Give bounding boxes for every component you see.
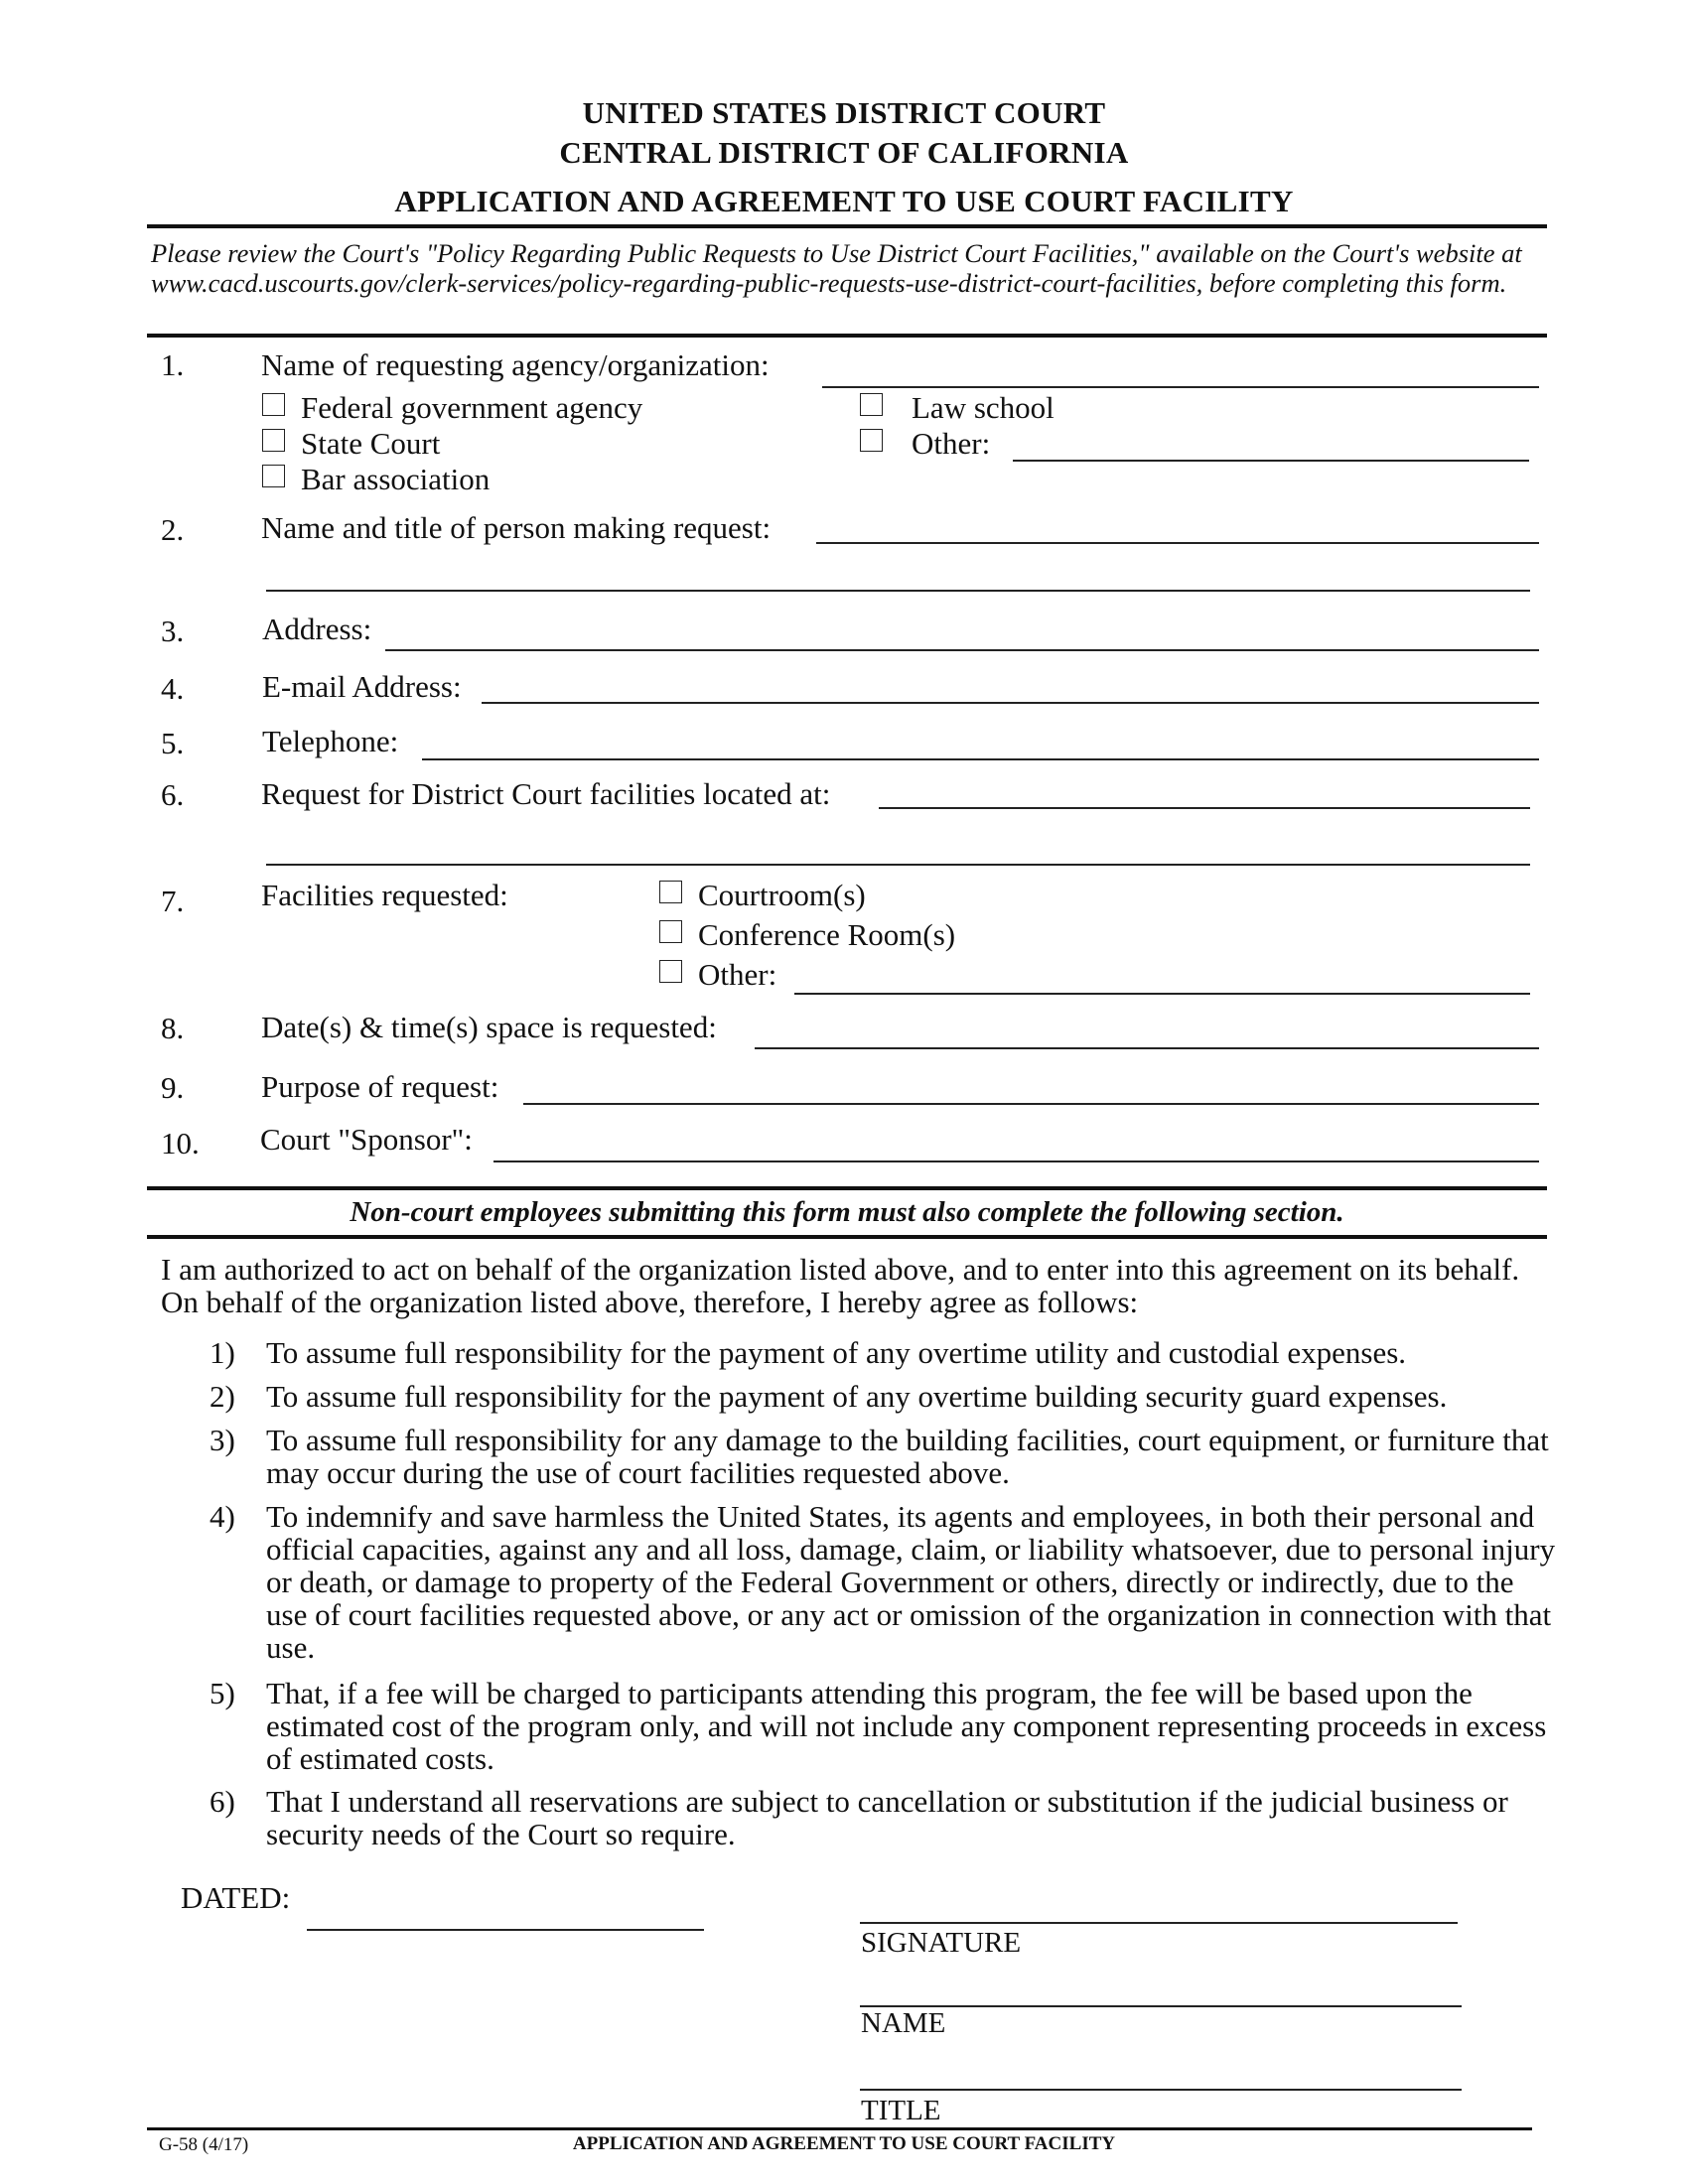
title-label: TITLE xyxy=(861,2095,941,2126)
facility-location-input-line2[interactable] xyxy=(266,864,1530,866)
address-input[interactable] xyxy=(385,649,1539,651)
q8-label: Date(s) & time(s) space is requested: xyxy=(261,1010,717,1044)
q1-number: 1. xyxy=(161,347,185,382)
section-rule-top xyxy=(147,1186,1547,1190)
q4-label: E-mail Address: xyxy=(262,669,462,704)
q1-option-state: State Court xyxy=(301,426,441,461)
agreement-item-text: To assume full responsibility for the payment of any overtime building security guard expenses. xyxy=(266,1379,1448,1414)
agreement-item-text: That I understand all reservations are subject to cancellation or substitution if the judicial business or security needs of the Court so require. xyxy=(266,1784,1508,1851)
q3-label: Address: xyxy=(262,612,372,646)
footer-rule xyxy=(147,2127,1532,2130)
q1-option-other: Other: xyxy=(912,426,991,461)
intro-rule xyxy=(147,334,1547,338)
q6-label: Request for District Court facilities located at: xyxy=(261,776,831,811)
q9-label: Purpose of request: xyxy=(261,1069,499,1104)
q2-name-input-line2[interactable] xyxy=(266,590,1530,592)
q4-number: 4. xyxy=(161,671,185,706)
q7-other-input[interactable] xyxy=(794,993,1530,995)
dated-label: DATED: xyxy=(181,1880,291,1915)
agreement-item-number: 6) xyxy=(210,1784,235,1819)
checkbox-other-org[interactable] xyxy=(860,429,883,452)
q1-label: Name of requesting agency/organization: xyxy=(261,347,770,382)
dated-input[interactable] xyxy=(307,1929,704,1931)
intro-note: Please review the Court's "Policy Regarding Public Requests to Use District Court Facilities," available on the Court's website at www.cacd.uscourts.gov/clerk-services/policy-regarding-public-requests-use-district-court-facilities, before completing this form. xyxy=(151,238,1522,298)
q7-option-other: Other: xyxy=(698,957,777,992)
agreement-item-number: 2) xyxy=(210,1379,235,1414)
court-sponsor-input[interactable] xyxy=(493,1160,1539,1162)
telephone-input[interactable] xyxy=(422,758,1539,760)
q1-option-law: Law school xyxy=(912,390,1055,425)
court-name: UNITED STATES DISTRICT COURT xyxy=(582,95,1106,130)
agreement-item-number: 3) xyxy=(210,1423,235,1457)
q7-number: 7. xyxy=(161,884,185,918)
signature-line[interactable] xyxy=(860,1922,1458,1924)
agreement-item-text: To indemnify and save harmless the United States, its agents and employees, in both their personal and official capacities, against any and all loss, damage, claim, or liability whatsoever, due to personal injury or death, or damage to property of the Federal Government or others, directly or indirectly, due to the use of court facilities requested above, or any act or omission of the organization in connection with that use. xyxy=(266,1499,1556,1665)
q5-number: 5. xyxy=(161,726,185,760)
footer-title: APPLICATION AND AGREEMENT TO USE COURT FACILITY xyxy=(572,2133,1116,2154)
checkbox-courtroom[interactable] xyxy=(659,881,682,903)
q1-option-bar: Bar association xyxy=(301,462,491,496)
q9-number: 9. xyxy=(161,1070,185,1105)
agreement-item-text: To assume full responsibility for the payment of any overtime utility and custodial expenses. xyxy=(266,1335,1407,1370)
agreement-item-text: To assume full responsibility for any damage to the building facilities, court equipment, or furniture that may occur during the use of court facilities requested above. xyxy=(266,1423,1549,1490)
checkbox-law-school[interactable] xyxy=(860,393,883,416)
title-line[interactable] xyxy=(860,2089,1462,2091)
q1-org-input[interactable] xyxy=(822,386,1539,388)
checkbox-bar-association[interactable] xyxy=(262,465,285,487)
district-name: CENTRAL DISTRICT OF CALIFORNIA xyxy=(559,135,1129,170)
section-rule-bottom xyxy=(147,1235,1547,1239)
q2-label: Name and title of person making request: xyxy=(261,510,772,545)
section-banner: Non-court employees submitting this form must also complete the following section. xyxy=(350,1196,1344,1228)
agreement-paragraph: I am authorized to act on behalf of the organization listed above, and to enter into this agreement on its behalf. On behalf of the organization listed above, therefore, I hereby agree as follows: xyxy=(161,1252,1520,1319)
q8-number: 8. xyxy=(161,1011,185,1045)
purpose-input[interactable] xyxy=(523,1103,1539,1105)
checkbox-federal-agency[interactable] xyxy=(262,393,285,416)
q7-option-courtroom: Courtroom(s) xyxy=(698,878,866,912)
header-rule xyxy=(147,224,1547,228)
checkbox-conference-room[interactable] xyxy=(659,920,682,943)
q5-label: Telephone: xyxy=(262,724,399,758)
q3-number: 3. xyxy=(161,614,185,648)
q6-number: 6. xyxy=(161,777,185,812)
facility-location-input[interactable] xyxy=(879,807,1530,809)
q7-label: Facilities requested: xyxy=(261,878,508,912)
q10-label: Court "Sponsor": xyxy=(260,1122,473,1157)
name-label: NAME xyxy=(861,2007,946,2039)
dates-times-input[interactable] xyxy=(755,1047,1539,1049)
q1-other-input[interactable] xyxy=(1013,460,1529,462)
q2-number: 2. xyxy=(161,512,185,547)
name-line[interactable] xyxy=(860,2005,1462,2007)
checkbox-state-court[interactable] xyxy=(262,429,285,452)
agreement-item-text: That, if a fee will be charged to participants attending this program, the fee will be based upon the estimated cost of the program only, and will not include any component representing proceeds in excess of estimated costs. xyxy=(266,1676,1547,1776)
form-title: APPLICATION AND AGREEMENT TO USE COURT FACILITY xyxy=(394,184,1294,218)
form-code: G-58 (4/17) xyxy=(159,2134,249,2155)
q1-option-federal: Federal government agency xyxy=(301,390,643,425)
signature-label: SIGNATURE xyxy=(861,1927,1022,1959)
agreement-item-number: 1) xyxy=(210,1335,235,1370)
q7-option-conference: Conference Room(s) xyxy=(698,917,956,952)
agreement-item-number: 5) xyxy=(210,1676,235,1710)
q2-name-input[interactable] xyxy=(816,542,1539,544)
checkbox-other-facility[interactable] xyxy=(659,960,682,983)
agreement-item-number: 4) xyxy=(210,1499,235,1534)
email-input[interactable] xyxy=(482,702,1539,704)
q10-number: 10. xyxy=(161,1126,200,1160)
